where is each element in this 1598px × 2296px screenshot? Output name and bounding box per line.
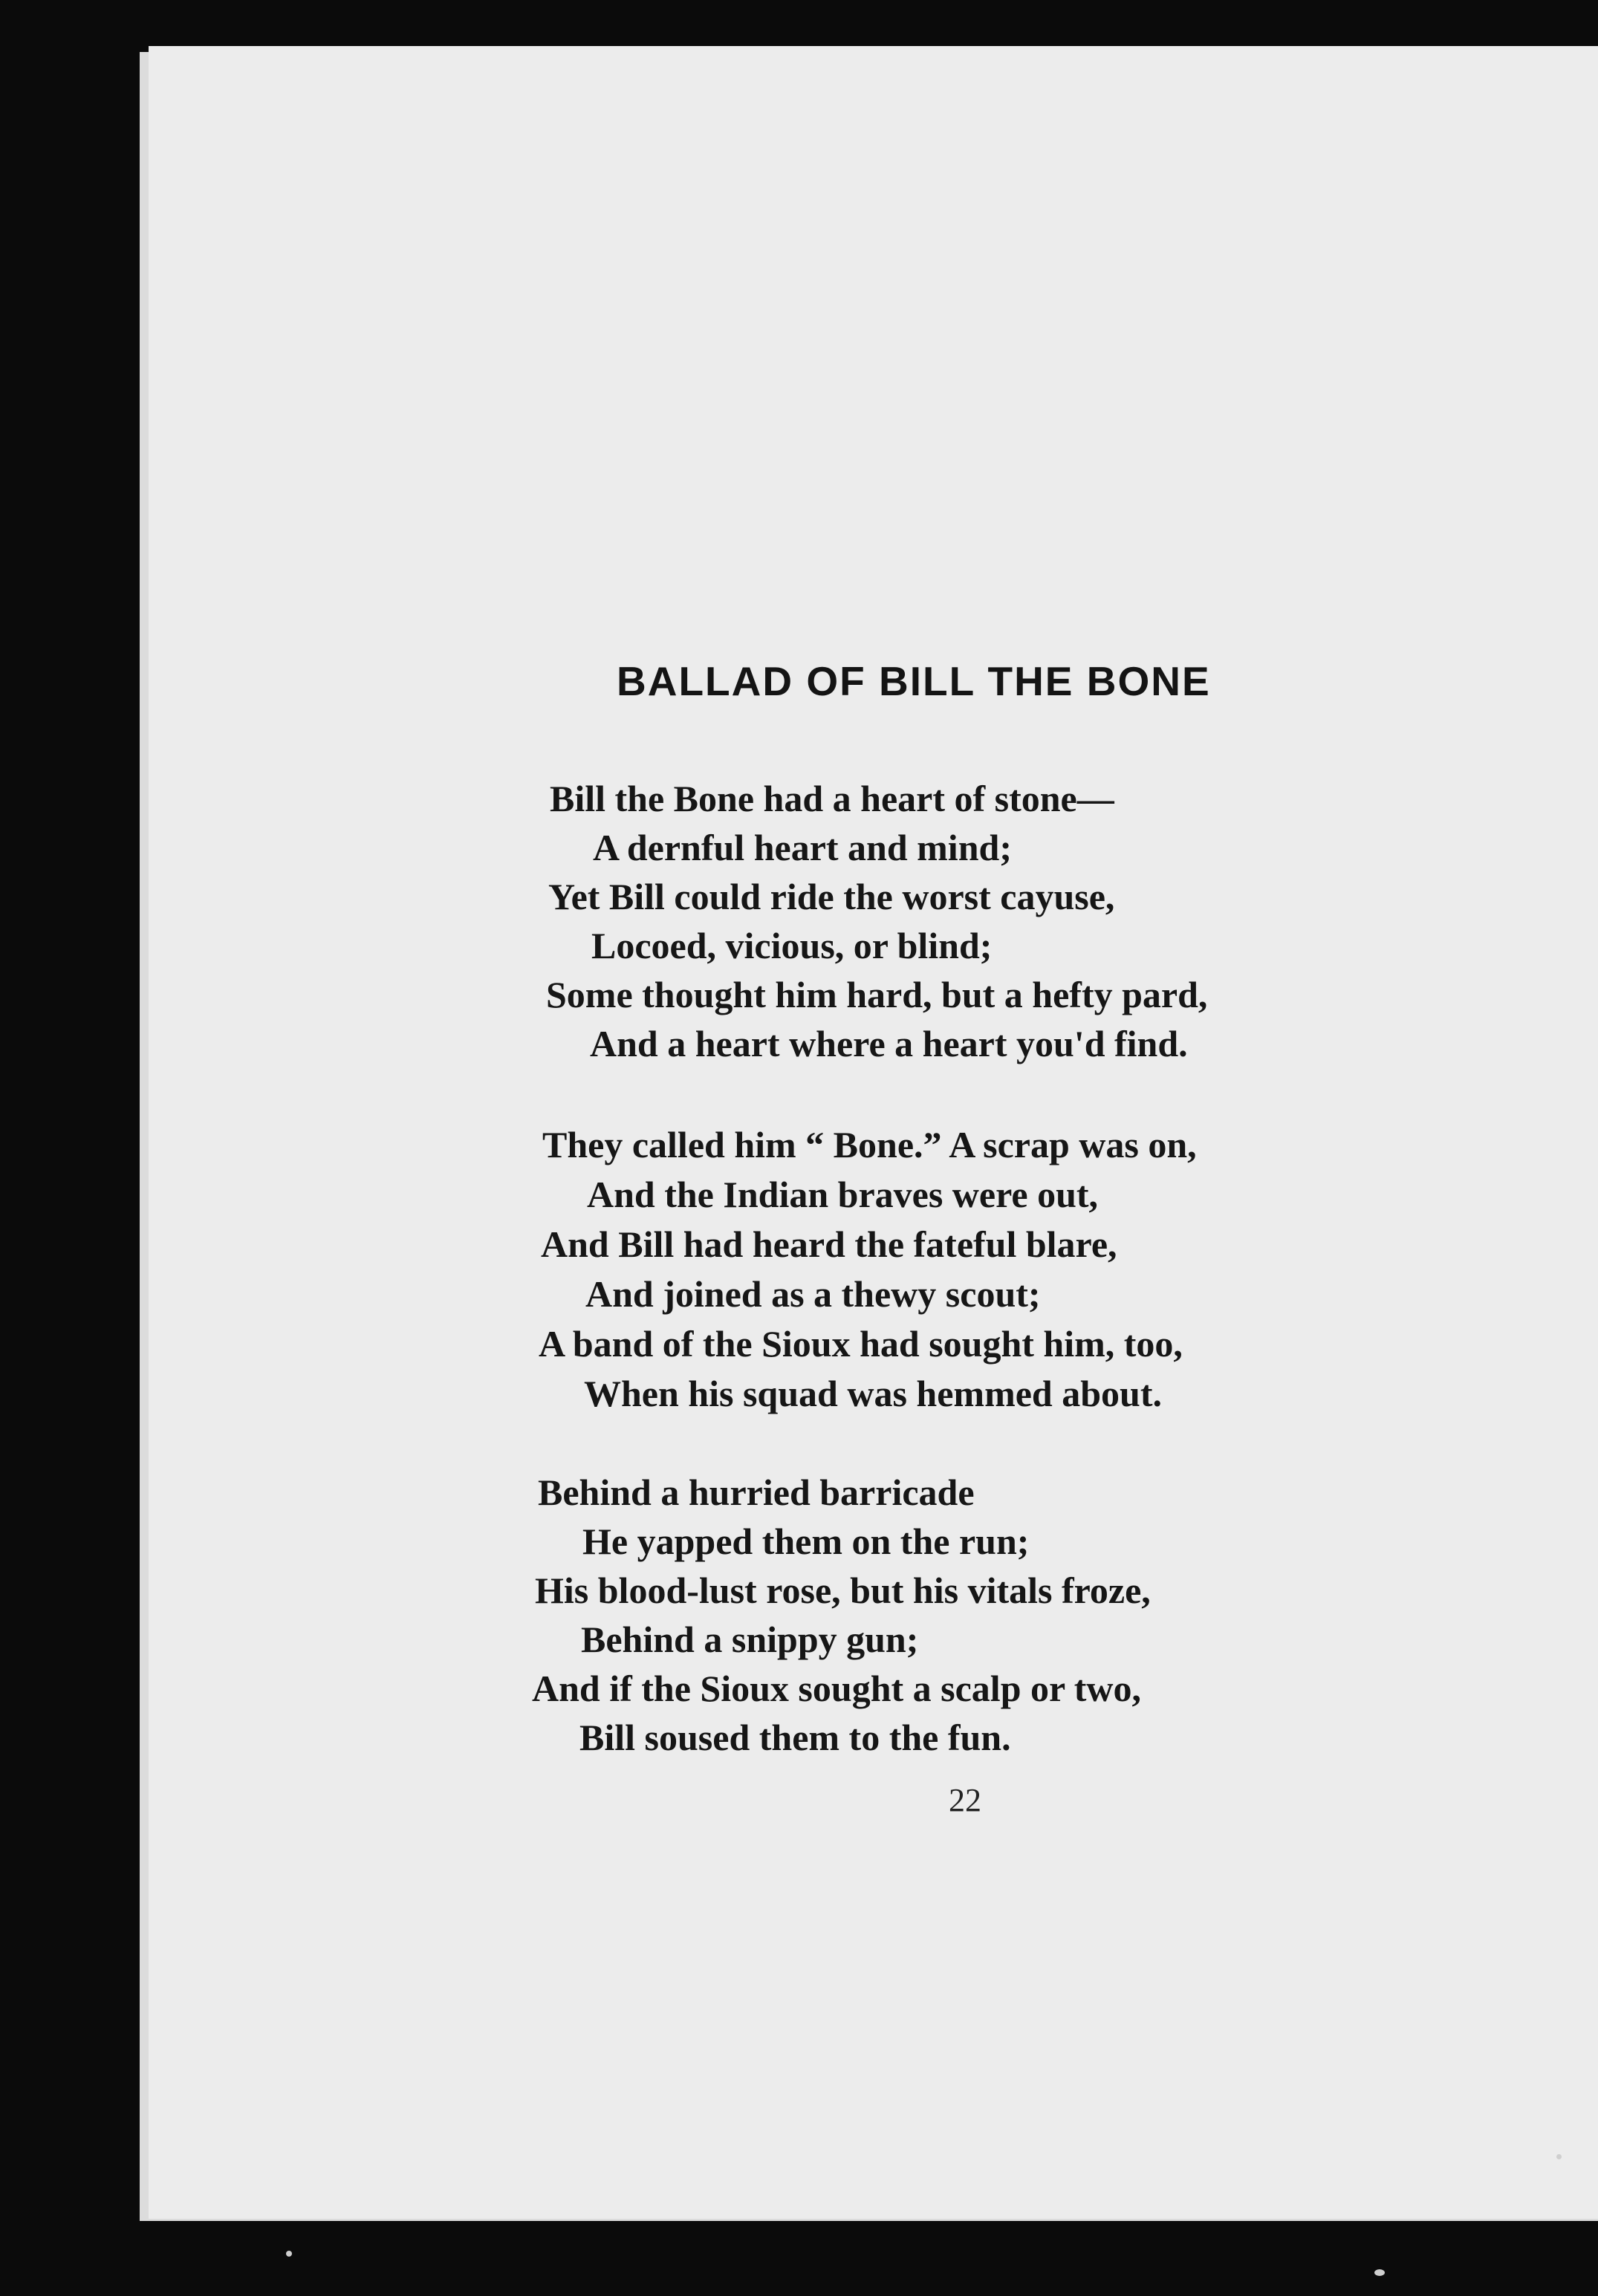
stanza-1-line-2: A dernful heart and mind; [593,827,1012,868]
stanza-3-line-4: Behind a snippy gun; [581,1619,919,1660]
scan-speck [1556,2154,1562,2159]
stanza-2-line-1: They called him “ Bone.” A scrap was on, [542,1124,1197,1165]
poem-title: BALLAD OF BILL THE BONE [617,658,1211,704]
stanza-2-line-3: And Bill had heard the fateful blare, [541,1223,1117,1265]
stanza-3-line-1: Behind a hurried barricade [538,1471,975,1513]
page-number: 22 [949,1782,981,1818]
stanza-3-line-2: He yapped them on the run; [582,1521,1030,1562]
stanza-2-line-4: And joined as a thewy scout; [585,1273,1041,1315]
stanza-1-line-6: And a heart where a heart you'd find. [590,1023,1188,1064]
stanza-2-line-2: And the Indian braves were out, [587,1174,1099,1215]
stanza-2-line-6: When his squad was hemmed about. [584,1373,1162,1414]
scan-speck [1374,2269,1385,2276]
scan-speck [286,2251,292,2257]
stanza-1-line-4: Locoed, vicious, or blind; [591,925,993,966]
stanza-3-line-5: And if the Sioux sought a scalp or two, [532,1668,1142,1709]
stanza-2-line-5: A band of the Sioux had sought him, too, [539,1323,1183,1365]
stanza-1-line-3: Yet Bill could ride the worst cayuse, [548,876,1115,917]
stanza-1-line-5: Some thought him hard, but a hefty pard, [546,974,1208,1015]
stanza-1-line-1: Bill the Bone had a heart of stone— [550,778,1114,819]
stanza-3-line-6: Bill soused them to the fun. [579,1717,1011,1758]
stanza-3-line-3: His blood-lust rose, but his vitals froze, [535,1570,1151,1611]
